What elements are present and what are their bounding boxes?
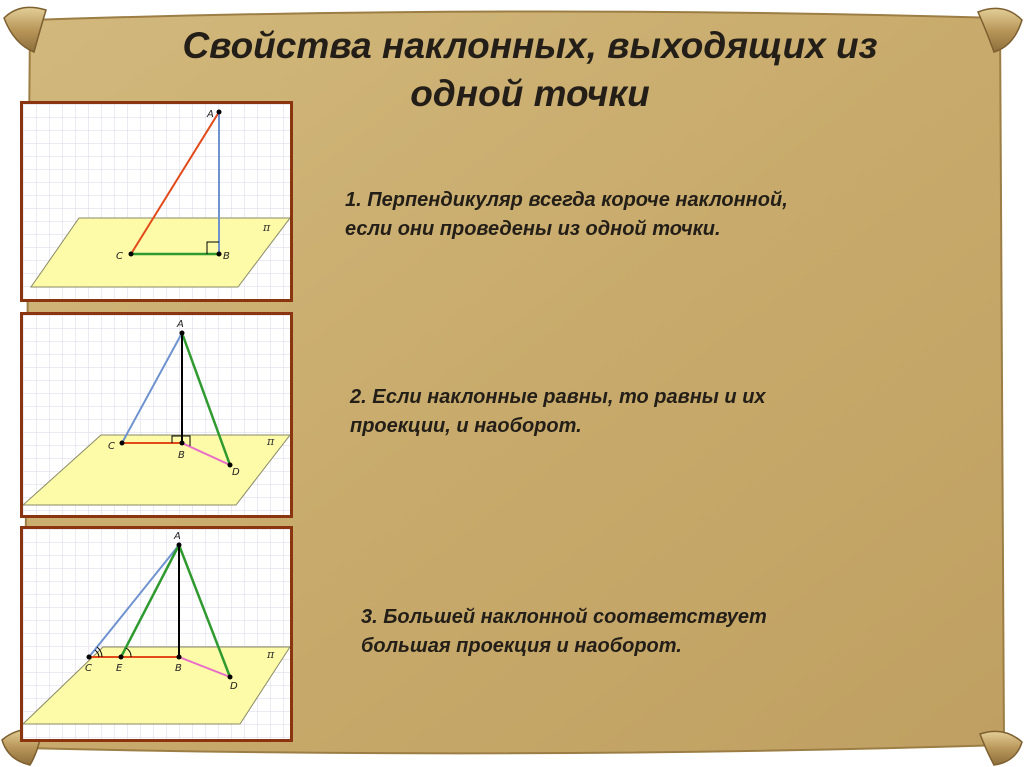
label-B: B (223, 251, 230, 262)
property-2-line-1: 2. Если наклонные равны, то равны и их (350, 386, 766, 408)
label-A: A (174, 531, 181, 542)
label-C: C (108, 441, 115, 452)
property-2 (350, 383, 766, 441)
diagram-perpendicular-vs-oblique (20, 101, 293, 302)
label-B: B (178, 450, 185, 461)
property-3-line-2: большая проекция и наоборот. (361, 635, 682, 657)
label-C: C (116, 251, 123, 262)
point-D (228, 675, 233, 680)
diagram-equal-obliques (20, 312, 293, 518)
point-B (177, 655, 182, 660)
property-1-line-2: если они проведены из одной точки. (345, 218, 721, 240)
point-B (180, 441, 185, 446)
label-E: E (116, 663, 123, 674)
slide-title-line-1: Свойства наклонных, выходящих из (182, 25, 878, 66)
point-C (120, 441, 125, 446)
label-plane: π (263, 221, 271, 234)
property-3-line-1: 3. Большей наклонной соответствует (361, 606, 767, 628)
property-2-line-2: проекции, и наоборот. (350, 415, 582, 437)
point-B (217, 252, 222, 257)
point-A (217, 110, 222, 115)
label-plane: π (267, 435, 275, 448)
point-A (177, 543, 182, 548)
slide-title-line-2: одной точки (410, 73, 650, 114)
label-B: B (175, 663, 182, 674)
label-D: D (232, 467, 240, 478)
label-C: C (85, 663, 92, 674)
label-plane: π (267, 648, 275, 661)
point-A (180, 331, 185, 336)
point-C (87, 655, 92, 660)
label-D: D (230, 681, 238, 692)
property-3 (361, 603, 767, 661)
property-1 (345, 186, 788, 244)
property-1-line-1: 1. Перпендикуляр всегда короче наклонной, (345, 189, 788, 211)
point-C (129, 252, 134, 257)
label-A: A (177, 319, 184, 330)
label-A: A (207, 109, 214, 120)
diagram-longer-oblique (20, 526, 293, 742)
point-E (119, 655, 124, 660)
